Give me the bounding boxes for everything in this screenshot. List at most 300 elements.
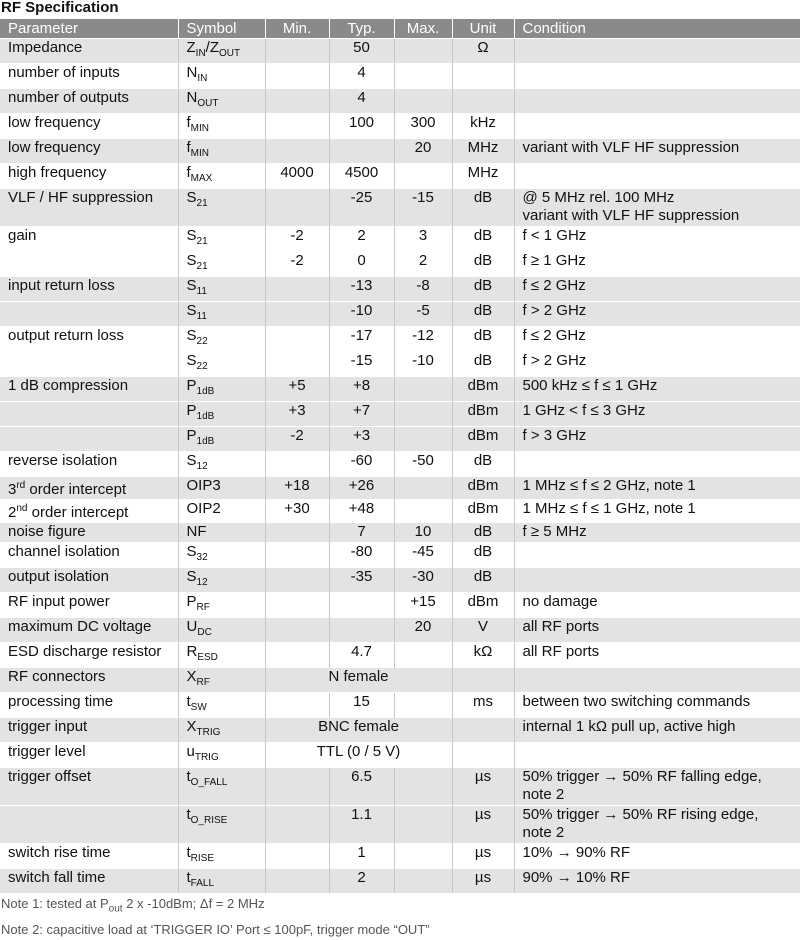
- symbol-text: t: [187, 844, 191, 861]
- cell-symbol: [178, 352, 265, 377]
- condition-text: no damage: [523, 593, 800, 611]
- cell-parameter: [0, 844, 178, 869]
- symbol-subscript: 1dB: [197, 411, 215, 422]
- table-row: [0, 643, 800, 668]
- cell-symbol: [178, 39, 265, 64]
- condition-text: internal 1 kΩ pull up, active high: [523, 718, 800, 736]
- cell-min: [265, 139, 329, 164]
- cell-typ: -13: [329, 277, 394, 302]
- table-body: [0, 39, 800, 894]
- symbol-subscript: RF: [197, 602, 210, 613]
- cell-typ: 4: [329, 64, 394, 89]
- parameter-text: output isolation: [8, 568, 109, 585]
- cell-unit: dB: [452, 452, 514, 477]
- cell-max: 3: [394, 227, 452, 252]
- symbol-subscript: 11: [197, 286, 207, 297]
- cell-unit: dBm: [452, 377, 514, 402]
- cell-condition: [514, 227, 800, 252]
- cell-parameter: [0, 252, 178, 277]
- header-min: Min.: [265, 19, 329, 39]
- cell-max: +15: [394, 593, 452, 618]
- symbol-text: S: [187, 568, 197, 585]
- cell-typ: 2: [329, 869, 394, 894]
- parameter-text: RF connectors: [8, 668, 106, 685]
- table-row: [0, 568, 800, 593]
- cell-max: -15: [394, 189, 452, 227]
- cell-unit: [452, 64, 514, 89]
- parameter-text: trigger level: [8, 743, 86, 760]
- symbol-text: N: [187, 89, 198, 106]
- cell-condition: [514, 452, 800, 477]
- cell-max: [394, 643, 452, 668]
- table-row: [0, 477, 800, 500]
- cell-max: [394, 377, 452, 402]
- parameter-text: input return loss: [8, 277, 115, 294]
- cell-min: [265, 277, 329, 302]
- symbol-subscript: IN: [196, 48, 206, 59]
- symbol-subscript: 12: [197, 577, 208, 588]
- cell-typ: 50: [329, 39, 394, 64]
- condition-text: f < 1 GHz: [523, 227, 800, 245]
- cell-parameter: [0, 568, 178, 593]
- cell-max: [394, 402, 452, 427]
- cell-max: [394, 64, 452, 89]
- table-row: [0, 327, 800, 352]
- parameter-text: number of inputs: [8, 64, 120, 81]
- cell-max: 20: [394, 139, 452, 164]
- parameter-text: output return loss: [8, 327, 124, 344]
- cell-condition: [514, 64, 800, 89]
- cell-condition: [514, 377, 800, 402]
- table-row: [0, 302, 800, 327]
- parameter-text: channel isolation: [8, 543, 120, 560]
- parameter-text: noise figure: [8, 523, 86, 540]
- symbol-text: f: [187, 164, 191, 181]
- cell-max: 20: [394, 618, 452, 643]
- cell-condition: [514, 618, 800, 643]
- table-row: [0, 543, 800, 568]
- symbol-subscript: O_FALL: [191, 777, 228, 788]
- condition-text: 1 GHz < f ≤ 3 GHz: [523, 402, 800, 420]
- cell-symbol: [178, 402, 265, 427]
- cell-condition: [514, 718, 800, 743]
- cell-typ: 4500: [329, 164, 394, 189]
- symbol-text: f: [187, 139, 191, 156]
- parameter-text: trigger input: [8, 718, 87, 735]
- symbol-subscript: 22: [197, 361, 208, 372]
- cell-max: [394, 500, 452, 523]
- cell-min: [265, 327, 329, 352]
- parameter-text: high frequency: [8, 164, 106, 181]
- cell-symbol: [178, 568, 265, 593]
- cell-typ: +26: [329, 477, 394, 500]
- condition-text-2: note 2: [523, 786, 800, 804]
- condition-text: f ≥ 5 MHz: [523, 523, 800, 541]
- cell-parameter: [0, 543, 178, 568]
- table-row: [0, 114, 800, 139]
- cell-unit: dB: [452, 277, 514, 302]
- header-symbol: Symbol: [178, 19, 265, 39]
- cell-unit: dBm: [452, 402, 514, 427]
- note-1-text: Note 1: tested at P: [1, 896, 109, 911]
- table-row: [0, 427, 800, 452]
- parameter-sup: rd: [16, 480, 25, 491]
- cell-typ: -80: [329, 543, 394, 568]
- cell-min: 4000: [265, 164, 329, 189]
- symbol-text: S: [187, 227, 197, 244]
- cell-value-span: N female: [265, 668, 452, 693]
- cell-condition: [514, 402, 800, 427]
- condition-text: 1 MHz ≤ f ≤ 2 GHz, note 1: [523, 477, 800, 495]
- parameter-text: gain: [8, 227, 36, 244]
- cell-parameter: [0, 768, 178, 806]
- condition-text: variant with VLF HF suppression: [523, 139, 800, 157]
- cell-unit: µs: [452, 806, 514, 844]
- symbol-subscript: 1dB: [197, 386, 215, 397]
- cell-unit: dB: [452, 227, 514, 252]
- rf-spec-table: [0, 19, 800, 893]
- cell-symbol: [178, 718, 265, 743]
- table-row: [0, 227, 800, 252]
- cell-parameter: [0, 743, 178, 768]
- cell-unit: [452, 668, 514, 693]
- symbol-text: NF: [187, 523, 207, 540]
- symbol-text: u: [187, 743, 195, 760]
- condition-text: all RF ports: [523, 618, 800, 636]
- symbol-subscript: ESD: [197, 652, 218, 663]
- symbol-subscript: 21: [197, 261, 208, 272]
- cell-parameter: [0, 227, 178, 252]
- parameter-text: 3: [8, 481, 16, 498]
- cell-unit: dB: [452, 189, 514, 227]
- header-max: Max.: [394, 19, 452, 39]
- note-1: [1, 894, 800, 920]
- condition-text: @ 5 MHz rel. 100 MHz: [523, 189, 800, 207]
- table-row: [0, 189, 800, 227]
- cell-value-span: TTL (0 / 5 V): [265, 743, 452, 768]
- cell-condition: [514, 277, 800, 302]
- cell-unit: µs: [452, 768, 514, 806]
- cell-typ: +7: [329, 402, 394, 427]
- parameter-text: RF input power: [8, 593, 110, 610]
- table-row: [0, 844, 800, 869]
- cell-symbol: [178, 768, 265, 806]
- cell-typ: 4: [329, 89, 394, 114]
- cell-min: [265, 768, 329, 806]
- header-condition: Condition: [514, 19, 800, 39]
- cell-max: -10: [394, 352, 452, 377]
- cell-min: +30: [265, 500, 329, 523]
- cell-parameter: [0, 806, 178, 844]
- symbol-text: t: [187, 693, 191, 710]
- parameter-text: 1 dB compression: [8, 377, 128, 394]
- cell-unit: MHz: [452, 164, 514, 189]
- cell-condition: [514, 844, 800, 869]
- cell-typ: 100: [329, 114, 394, 139]
- note-1-text-end: 2 x -10dBm; Δf = 2 MHz: [123, 896, 265, 911]
- cell-unit: [452, 718, 514, 743]
- cell-min: [265, 844, 329, 869]
- table-row: [0, 743, 800, 768]
- cell-max: [394, 768, 452, 806]
- condition-text: 50% trigger → 50% RF rising edge,: [523, 806, 800, 824]
- cell-unit: kΩ: [452, 643, 514, 668]
- table-row: [0, 500, 800, 523]
- table-row: [0, 718, 800, 743]
- cell-parameter: [0, 352, 178, 377]
- table-row: [0, 139, 800, 164]
- table-row: [0, 252, 800, 277]
- cell-symbol: [178, 427, 265, 452]
- cell-condition: [514, 869, 800, 894]
- cell-symbol: [178, 114, 265, 139]
- symbol-subscript: OUT: [197, 98, 218, 109]
- condition-text: f ≥ 1 GHz: [523, 252, 800, 270]
- cell-typ: 4.7: [329, 643, 394, 668]
- cell-condition: [514, 643, 800, 668]
- cell-condition: [514, 114, 800, 139]
- cell-typ: 0: [329, 252, 394, 277]
- cell-parameter: [0, 643, 178, 668]
- table-row: [0, 39, 800, 64]
- table-row: [0, 806, 800, 844]
- cell-condition: [514, 352, 800, 377]
- cell-unit: dB: [452, 543, 514, 568]
- cell-min: [265, 39, 329, 64]
- cell-symbol: [178, 668, 265, 693]
- condition-text: f ≤ 2 GHz: [523, 277, 800, 295]
- parameter-text: Impedance: [8, 39, 82, 56]
- cell-symbol: [178, 844, 265, 869]
- symbol-subscript-2: OUT: [219, 48, 240, 59]
- condition-text: all RF ports: [523, 643, 800, 661]
- cell-min: [265, 568, 329, 593]
- cell-parameter: [0, 39, 178, 64]
- cell-typ: 6.5: [329, 768, 394, 806]
- cell-unit: dB: [452, 523, 514, 543]
- cell-max: -45: [394, 543, 452, 568]
- symbol-text: P: [187, 402, 197, 419]
- cell-min: [265, 643, 329, 668]
- symbol-text: N: [187, 64, 198, 81]
- cell-min: [265, 543, 329, 568]
- cell-symbol: [178, 252, 265, 277]
- cell-parameter: [0, 189, 178, 227]
- cell-unit: dB: [452, 327, 514, 352]
- symbol-text: S: [187, 302, 197, 319]
- symbol-text: R: [187, 643, 198, 660]
- cell-typ: [329, 593, 394, 618]
- symbol-text: t: [187, 806, 191, 823]
- symbol-subscript: TRIG: [197, 727, 221, 738]
- cell-min: +3: [265, 402, 329, 427]
- cell-unit: dBm: [452, 593, 514, 618]
- cell-parameter: [0, 277, 178, 302]
- cell-symbol: [178, 593, 265, 618]
- cell-condition: [514, 89, 800, 114]
- cell-symbol: [178, 302, 265, 327]
- symbol-text: S: [187, 452, 197, 469]
- table-row: [0, 277, 800, 302]
- condition-text: 90% → 10% RF: [523, 869, 800, 887]
- symbol-text: OIP3: [187, 477, 221, 494]
- cell-parameter: [0, 164, 178, 189]
- cell-max: -50: [394, 452, 452, 477]
- parameter-text-end: order intercept: [27, 504, 128, 521]
- cell-symbol: [178, 277, 265, 302]
- cell-condition: [514, 164, 800, 189]
- cell-min: [265, 64, 329, 89]
- condition-text: f > 3 GHz: [523, 427, 800, 445]
- symbol-subscript: 21: [197, 236, 208, 247]
- cell-condition: [514, 768, 800, 806]
- cell-typ: 15: [329, 693, 394, 718]
- notes: [0, 894, 800, 940]
- table-row: [0, 768, 800, 806]
- header-parameter: Parameter: [0, 19, 178, 39]
- cell-condition: [514, 806, 800, 844]
- cell-condition: [514, 500, 800, 523]
- condition-text: f ≤ 2 GHz: [523, 327, 800, 345]
- cell-max: [394, 427, 452, 452]
- table-row: [0, 164, 800, 189]
- cell-typ: -17: [329, 327, 394, 352]
- condition-text: 1 MHz ≤ f ≤ 1 GHz, note 1: [523, 500, 800, 518]
- symbol-text-2: /Z: [206, 39, 219, 56]
- cell-symbol: [178, 189, 265, 227]
- cell-max: [394, 39, 452, 64]
- cell-min: -2: [265, 252, 329, 277]
- parameter-text: ESD discharge resistor: [8, 643, 161, 660]
- cell-symbol: [178, 377, 265, 402]
- table-header-row: [0, 19, 800, 39]
- cell-min: [265, 618, 329, 643]
- cell-symbol: [178, 743, 265, 768]
- cell-unit: dB: [452, 568, 514, 593]
- cell-symbol: [178, 806, 265, 844]
- symbol-text: Z: [187, 39, 196, 56]
- symbol-subscript: 21: [197, 198, 208, 209]
- cell-symbol: [178, 452, 265, 477]
- cell-typ: 7: [329, 523, 394, 543]
- parameter-text: 2: [8, 504, 16, 521]
- cell-parameter: [0, 718, 178, 743]
- parameter-text: trigger offset: [8, 768, 91, 785]
- cell-condition: [514, 568, 800, 593]
- cell-min: [265, 189, 329, 227]
- symbol-text: f: [187, 114, 191, 131]
- cell-parameter: [0, 64, 178, 89]
- condition-text: 50% trigger → 50% RF falling edge,: [523, 768, 800, 786]
- cell-parameter: [0, 618, 178, 643]
- cell-max: [394, 164, 452, 189]
- symbol-subscript: IN: [197, 73, 207, 84]
- parameter-text: maximum DC voltage: [8, 618, 151, 635]
- symbol-subscript: SW: [191, 702, 207, 713]
- cell-min: [265, 352, 329, 377]
- cell-typ: [329, 139, 394, 164]
- note-2: Note 2: capacitive load at ‘TRIGGER IO’ Port ≤ 100pF, trigger mode “OUT”: [1, 920, 800, 940]
- cell-typ: 1: [329, 844, 394, 869]
- cell-condition: [514, 189, 800, 227]
- cell-symbol: [178, 64, 265, 89]
- symbol-subscript: RF: [197, 677, 210, 688]
- cell-unit: dB: [452, 352, 514, 377]
- cell-value-span: BNC female: [265, 718, 452, 743]
- symbol-text: S: [187, 352, 197, 369]
- cell-max: -12: [394, 327, 452, 352]
- cell-symbol: [178, 164, 265, 189]
- cell-min: [265, 302, 329, 327]
- symbol-subscript: 11: [197, 311, 207, 322]
- cell-parameter: [0, 114, 178, 139]
- cell-symbol: [178, 139, 265, 164]
- cell-typ: 2: [329, 227, 394, 252]
- cell-min: -2: [265, 227, 329, 252]
- symbol-subscript: DC: [197, 627, 211, 638]
- cell-typ: -25: [329, 189, 394, 227]
- cell-parameter: [0, 477, 178, 500]
- cell-parameter: [0, 869, 178, 894]
- symbol-text: S: [187, 252, 197, 269]
- symbol-text: X: [187, 718, 197, 735]
- cell-parameter: [0, 452, 178, 477]
- cell-condition: [514, 39, 800, 64]
- symbol-subscript: RISE: [191, 853, 214, 864]
- symbol-text: U: [187, 618, 198, 635]
- parameter-text: number of outputs: [8, 89, 129, 106]
- cell-symbol: [178, 869, 265, 894]
- symbol-text: S: [187, 277, 197, 294]
- cell-unit: [452, 89, 514, 114]
- cell-min: [265, 89, 329, 114]
- symbol-subscript: MIN: [191, 148, 209, 159]
- cell-condition: [514, 743, 800, 768]
- cell-condition: [514, 302, 800, 327]
- cell-parameter: [0, 427, 178, 452]
- cell-condition: [514, 427, 800, 452]
- cell-max: [394, 806, 452, 844]
- symbol-text: P: [187, 377, 197, 394]
- symbol-subscript: TRIG: [195, 752, 219, 763]
- cell-min: [265, 869, 329, 894]
- cell-parameter: [0, 523, 178, 543]
- cell-max: 2: [394, 252, 452, 277]
- table-row: [0, 869, 800, 894]
- cell-typ: [329, 618, 394, 643]
- table-row: [0, 89, 800, 114]
- symbol-subscript: MIN: [191, 123, 209, 134]
- cell-condition: [514, 327, 800, 352]
- header-unit: Unit: [452, 19, 514, 39]
- cell-unit: dBm: [452, 427, 514, 452]
- parameter-text-end: order intercept: [25, 481, 126, 498]
- symbol-text: X: [187, 668, 197, 685]
- cell-typ: -15: [329, 352, 394, 377]
- symbol-text: t: [187, 869, 191, 886]
- cell-symbol: [178, 693, 265, 718]
- cell-parameter: [0, 593, 178, 618]
- cell-min: +18: [265, 477, 329, 500]
- cell-max: [394, 89, 452, 114]
- parameter-sup: nd: [16, 503, 27, 514]
- cell-condition: [514, 593, 800, 618]
- symbol-subscript: 1dB: [197, 436, 215, 447]
- table-row: [0, 352, 800, 377]
- condition-text-2: variant with VLF HF suppression: [523, 207, 800, 225]
- cell-min: [265, 806, 329, 844]
- cell-symbol: [178, 227, 265, 252]
